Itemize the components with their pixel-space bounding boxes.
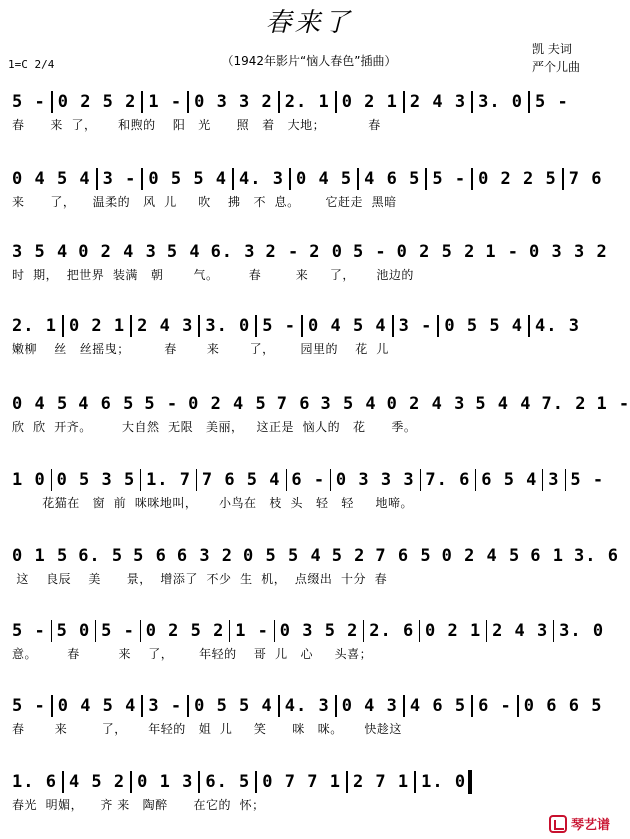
bar-line (51, 620, 52, 642)
measure: 0 5 5 4 (194, 696, 273, 716)
measure: 6 1 (530, 546, 564, 566)
lyrics-row: 意。 春 来 了， 年轻的 哥 儿 心 头喜； (12, 647, 373, 661)
key-signature: 1=C 2/4 (8, 58, 55, 71)
measure: 7 6 5 4 (201, 470, 281, 490)
score-line (12, 617, 604, 665)
measure: 5 - (352, 242, 387, 262)
measure: 0 2 5 2 (57, 92, 137, 112)
bar-line (346, 771, 348, 793)
measure: 3 (548, 470, 560, 490)
measure: 7 6 5 (375, 546, 432, 566)
measure: 0 5 5 4 (243, 546, 322, 566)
bar-line (274, 620, 275, 642)
lyrics-row: 春 来 了， 年轻的 姐 儿 笑 咪 咪。 快趁这 (12, 722, 402, 736)
measure: 1. 0 (421, 772, 467, 792)
measure: 5 - (12, 696, 46, 716)
bar-line (403, 91, 405, 113)
measure: 4. 3 (239, 169, 284, 189)
bar-line (363, 620, 364, 642)
measure: 0 7 7 1 (262, 772, 341, 792)
bar-line (330, 469, 331, 491)
song-title: 春来了 (265, 8, 353, 38)
measure: 3 - (102, 169, 137, 189)
score-line (12, 692, 604, 740)
measure: 3 5 4 (320, 394, 377, 414)
bar-line (255, 315, 257, 337)
bar-line (528, 91, 530, 113)
score-line (12, 390, 630, 438)
bar-line (471, 91, 473, 113)
song-subtitle: （1942年影片“恼人春色”插曲） (221, 54, 397, 68)
measure: 7 6 (276, 394, 311, 414)
measure: 2 - (265, 242, 300, 262)
measure: 6 3 2 (176, 546, 234, 566)
measure: 7. 6 (425, 470, 471, 490)
measure: 5 - (535, 92, 569, 112)
measure: 5 - (101, 621, 135, 641)
measure: 2. 1 (12, 316, 57, 336)
measure: 0 2 5 2 (396, 242, 476, 262)
notation-row (12, 617, 604, 645)
notation-row (12, 466, 604, 494)
measure: 3. 6 (573, 546, 619, 566)
bar-line (392, 315, 394, 337)
measure: 1 0 (12, 470, 46, 490)
bar-line (141, 91, 143, 113)
measure: 5 4 4 (475, 394, 532, 414)
bar-line (278, 695, 280, 717)
bar-line (140, 620, 141, 642)
measure: 2 4 3 (492, 621, 549, 641)
measure: 2 0 (309, 242, 343, 262)
measure: 1. 6 (12, 772, 57, 792)
bar-line (229, 620, 230, 642)
measure: 1 - (148, 92, 183, 112)
measure: 4. 3 (535, 316, 580, 336)
bar-line (475, 469, 476, 491)
lyrics-row: 时 期， 把世界 装满 朝 气。 春 来 了， 池边的 (12, 268, 414, 282)
measure: 5 - (12, 621, 46, 641)
lyricist-credit: 凯 夫词 (532, 42, 572, 56)
bar-line (335, 91, 337, 113)
measure: 2 4 3 (409, 92, 467, 112)
composer-credit: 严个儿曲 (532, 60, 581, 74)
music-logo-icon (549, 815, 567, 833)
measure: 4. 3 (284, 696, 330, 716)
measure: 3. 0 (205, 316, 251, 336)
measure: 3. 0 (478, 92, 524, 112)
bar-line (96, 168, 98, 190)
measure: 5 0 (56, 621, 91, 641)
bar-line (62, 771, 64, 793)
watermark-text: 琴艺谱 (570, 818, 610, 833)
bar-line (51, 695, 53, 717)
notation-row (12, 165, 604, 193)
measure: 3 - (148, 696, 183, 716)
notation-row (12, 238, 608, 266)
measure: 0 2 1 (341, 92, 398, 112)
measure: 6. 5 (78, 546, 124, 566)
measure: 0 5 5 4 (444, 316, 524, 336)
bar-line (198, 315, 200, 337)
lyrics-row: 花猫在 窗 前 咪咪地叫， 小鸟在 枝 头 轻 轻 地啼。 (12, 496, 414, 510)
measure: 3 5 4 (12, 242, 69, 262)
measure: 6 - (291, 470, 326, 490)
notation-row (12, 768, 604, 796)
measure: 0 2 1 (425, 621, 482, 641)
bar-line (403, 695, 405, 717)
measure: 0 2 2 5 (478, 169, 557, 189)
measure: 1 - (485, 242, 520, 262)
bar-line (198, 771, 200, 793)
measure: 1 - (596, 394, 630, 414)
measure: 7. 2 (541, 394, 587, 414)
measure: 0 1 3 (137, 772, 194, 792)
bar-line (95, 620, 96, 642)
measure: 4 6 5 (409, 696, 467, 716)
bar-line (357, 168, 359, 190)
bar-line (140, 469, 141, 491)
notation-row (12, 312, 604, 340)
bar-line (420, 469, 421, 491)
bar-line (289, 168, 291, 190)
measure: 0 3 3 3 (335, 470, 415, 490)
bar-line (553, 620, 554, 642)
bar-line (130, 771, 132, 793)
bar-line (196, 469, 197, 491)
measure: 3 - (398, 316, 433, 336)
measure: 5 - (570, 470, 605, 490)
notation-row (12, 390, 630, 418)
bar-line (517, 695, 519, 717)
measure: 0 4 5 (12, 394, 69, 414)
bar-line (486, 620, 487, 642)
measure: 0 3 3 2 (194, 92, 273, 112)
measure: 5 2 (331, 546, 366, 566)
measure: 4 5 2 (68, 772, 126, 792)
bar-line (471, 168, 473, 190)
measure: 6. 5 (205, 772, 251, 792)
lyrics-row: 欣 欣 开齐。 大自然 无限 美丽， 这正是 恼人的 花 季。 (12, 420, 417, 434)
measure: 0 3 3 2 (529, 242, 608, 262)
measure: 0 2 1 (68, 316, 126, 336)
score-line (12, 88, 604, 136)
bar-line (565, 469, 566, 491)
watermark (549, 814, 610, 833)
notation-row (12, 88, 604, 116)
measure: 0 4 5 (295, 169, 353, 189)
bar-line (232, 168, 234, 190)
bar-line (419, 620, 420, 642)
measure: 6. 3 (210, 242, 256, 262)
measure: 5 - (12, 92, 46, 112)
bar-line (528, 315, 530, 337)
measure: 5 6 (133, 546, 167, 566)
bar-line (141, 695, 143, 717)
bar-line (335, 695, 337, 717)
bar-line (255, 771, 257, 793)
measure: 5 - (262, 316, 296, 336)
bar-line (141, 168, 143, 190)
score-line (12, 312, 604, 360)
measure: 1. 7 (146, 470, 192, 490)
measure: 0 6 6 5 (523, 696, 603, 716)
measure: 0 2 4 5 (441, 546, 521, 566)
measure: 5 - (432, 169, 467, 189)
measure: 6 5 4 (481, 470, 538, 490)
lyrics-row: 春光 明媚， 齐 来 陶醉 在它的 怀； (12, 798, 265, 812)
measure: 7 6 (568, 169, 603, 189)
bar-line (130, 315, 132, 337)
score-line (12, 542, 619, 590)
bar-line (278, 91, 280, 113)
bar-line (562, 168, 564, 190)
measure: 0 2 4 5 (188, 394, 267, 414)
measure: 2 7 1 (352, 772, 410, 792)
bar-line (51, 469, 52, 491)
measure: 0 1 5 (12, 546, 69, 566)
bar-line (425, 168, 427, 190)
measure: 5 - (144, 394, 179, 414)
bar-line (62, 315, 64, 337)
measure: 0 4 5 4 (57, 696, 137, 716)
measure: 2. 6 (369, 621, 415, 641)
measure: 5 4 (166, 242, 201, 262)
bar-line (471, 695, 473, 717)
score-line (12, 238, 608, 286)
measure: 0 4 5 4 (12, 169, 91, 189)
measure: 0 2 4 3 (78, 242, 157, 262)
bar-line (187, 91, 189, 113)
bar-line (542, 469, 543, 491)
measure: 0 5 5 4 (148, 169, 228, 189)
score-line (12, 165, 604, 213)
measure: 0 4 3 (341, 696, 398, 716)
measure: 0 5 3 5 (56, 470, 136, 490)
lyrics-row: 嫩柳 丝 丝摇曳； 春 来 了， 园里的 花 儿 (12, 342, 389, 356)
bar-line (187, 695, 189, 717)
measure: 6 - (478, 696, 512, 716)
score-line (12, 466, 604, 514)
bar-line (414, 771, 416, 793)
notation-row (12, 692, 604, 720)
measure: 2 4 3 (137, 316, 194, 336)
bar-line (286, 469, 287, 491)
notation-row (12, 542, 619, 570)
measure: 4 6 5 (364, 169, 421, 189)
final-bar-line (468, 770, 472, 794)
measure: 2. 1 (284, 92, 330, 112)
lyrics-row: 这 良辰 美 景， 增添了 不少 生 机， 点缀出 十分 春 (12, 572, 388, 586)
score-line (12, 768, 604, 816)
measure: 4 6 5 (78, 394, 135, 414)
lyrics-row: 春 来 了， 和煦的 阳 光 照 着 大地； 春 (12, 118, 381, 132)
measure: 0 3 5 2 (279, 621, 359, 641)
measure: 0 4 5 4 (308, 316, 387, 336)
lyrics-row: 来 了， 温柔的 风 儿 吹 拂 不 息。 它赶走 黑暗 (12, 195, 397, 209)
measure: 1 - (235, 621, 269, 641)
bar-line (51, 91, 53, 113)
bar-line (437, 315, 439, 337)
measure: 0 2 5 2 (145, 621, 225, 641)
measure: 0 2 4 3 (386, 394, 466, 414)
bar-line (301, 315, 303, 337)
measure: 3. 0 (559, 621, 605, 641)
